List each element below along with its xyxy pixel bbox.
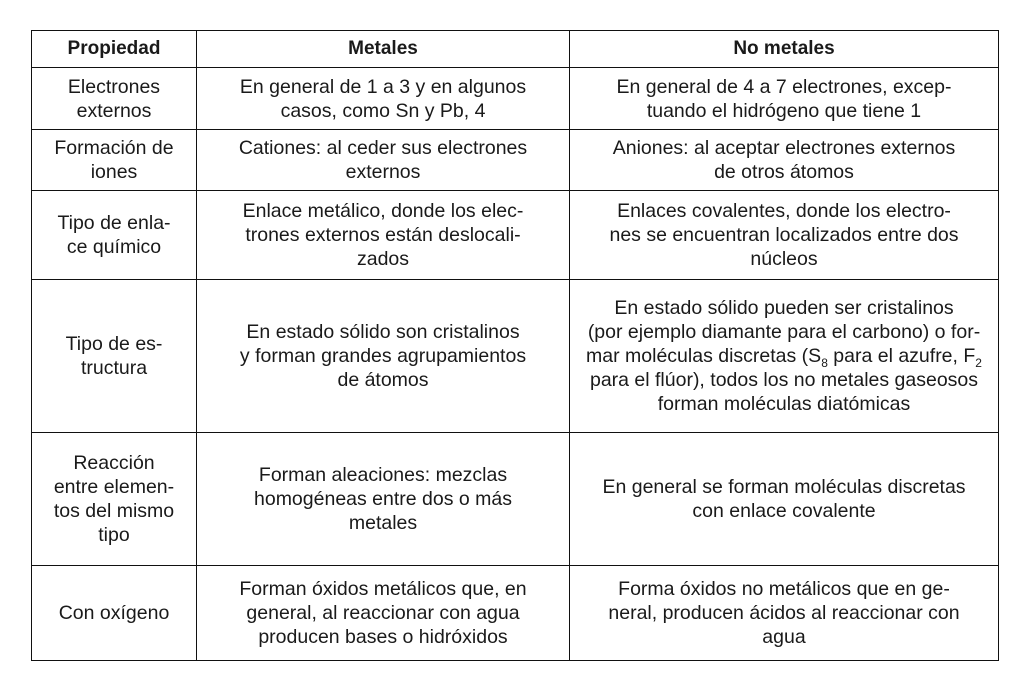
cell-text: Forman aleaciones: mezclas <box>258 464 508 486</box>
header-no-metales: No metales <box>570 31 999 68</box>
cell-metales <box>197 433 570 566</box>
cell-text: Tipo de enla- <box>57 212 171 234</box>
cell-propiedad <box>32 68 197 130</box>
cell-text: En estado sólido son cristalinos <box>246 321 520 343</box>
cell-text: para el flúor), todos los no metales gaseosos <box>589 369 979 391</box>
cell-no-metales <box>570 191 999 280</box>
cell-text: tuando el hidrógeno que tiene 1 <box>646 99 922 122</box>
cell-text: En general de 4 a 7 electrones, excep- <box>616 75 952 98</box>
cell-propiedad <box>32 130 197 191</box>
properties-table <box>31 30 999 661</box>
cell-text: ce químico <box>66 236 162 258</box>
table-row <box>32 130 999 191</box>
cell-text: Enlace metálico, donde los elec- <box>242 200 524 222</box>
cell-text: tructura <box>80 357 148 379</box>
cell-text: Aniones: al aceptar electrones externos <box>612 137 956 159</box>
cell-text: En general de 1 a 3 y en algunos <box>239 75 527 98</box>
cell-propiedad <box>32 280 197 433</box>
cell-text: con enlace covalente <box>692 500 876 522</box>
header-row <box>32 31 999 68</box>
cell-text: Forma óxidos no metálicos que en ge- <box>618 578 950 600</box>
header-propiedad: Propiedad <box>32 31 197 68</box>
cell-text: metales <box>348 512 418 534</box>
cell-text: En estado sólido pueden ser cristalinos <box>614 297 954 319</box>
cell-text: agua <box>762 626 806 648</box>
cell-text: tos del mismo <box>53 500 175 522</box>
cell-text: nes se encuentran localizados entre dos <box>609 224 959 246</box>
cell-text-with-formulas <box>576 344 992 368</box>
cell-metales <box>197 130 570 191</box>
cell-text: Con oxígeno <box>58 602 170 624</box>
cell-text: núcleos <box>750 248 818 270</box>
cell-text: En general se forman moléculas discretas <box>602 476 966 498</box>
cell-text: Tipo de es- <box>65 333 163 355</box>
cell-metales <box>197 566 570 661</box>
cell-text: de átomos <box>337 369 429 391</box>
cell-no-metales <box>570 566 999 661</box>
cell-metales <box>197 191 570 280</box>
cell-text: trones externos están deslocali- <box>245 224 521 246</box>
cell-text: zados <box>356 248 410 270</box>
table-row <box>32 433 999 566</box>
cell-text: externos <box>345 161 421 183</box>
table-row <box>32 280 999 433</box>
cell-text: casos, como Sn y Pb, 4 <box>280 99 486 122</box>
cell-text: y forman grandes agrupamientos <box>239 345 527 367</box>
cell-text: de otros átomos <box>714 161 854 183</box>
cell-text: (por ejemplo diamante para el carbono) o for- <box>587 321 981 343</box>
cell-text: forman moléculas diatómicas <box>657 393 911 415</box>
cell-no-metales <box>570 68 999 130</box>
table-row <box>32 191 999 280</box>
cell-text: Forman óxidos metálicos que, en <box>239 578 527 600</box>
cell-metales <box>197 68 570 130</box>
cell-propiedad <box>32 566 197 661</box>
cell-text: Formación de <box>54 137 174 159</box>
cell-no-metales <box>570 130 999 191</box>
cell-text: homogéneas entre dos o más <box>254 488 512 510</box>
cell-no-metales <box>570 433 999 566</box>
subscript: 8 <box>821 355 828 370</box>
table-row <box>32 68 999 130</box>
table-row <box>32 566 999 661</box>
text-fragment: para el azufre, F <box>827 345 976 367</box>
cell-text: Reacción <box>73 452 155 474</box>
cell-metales <box>197 280 570 433</box>
header-metales: Metales <box>197 31 570 68</box>
subscript: 2 <box>975 355 982 370</box>
cell-text: Cationes: al ceder sus electrones <box>238 137 528 159</box>
cell-propiedad <box>32 433 197 566</box>
text-fragment: mar moléculas discretas (S <box>586 345 822 367</box>
cell-propiedad <box>32 191 197 280</box>
cell-text: entre elemen- <box>53 476 175 498</box>
cell-text: iones <box>90 161 138 183</box>
cell-text: tipo <box>98 524 130 546</box>
cell-text: externos <box>76 99 152 122</box>
cell-text: Enlaces covalentes, donde los electro- <box>617 200 951 222</box>
cell-no-metales <box>570 280 999 433</box>
cell-text: producen bases o hidróxidos <box>258 626 508 648</box>
cell-text: neral, producen ácidos al reaccionar con <box>608 602 960 624</box>
cell-text: general, al reaccionar con agua <box>246 602 520 624</box>
cell-text: Electrones <box>67 75 161 98</box>
